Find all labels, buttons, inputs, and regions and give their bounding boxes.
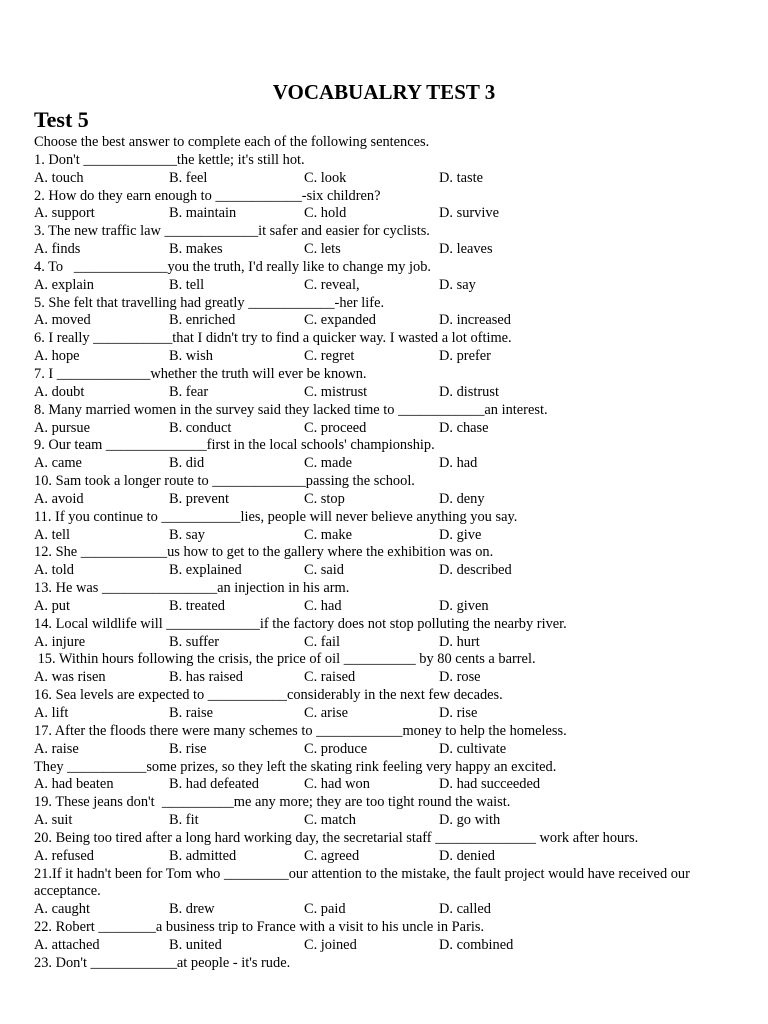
question-text: 7. I _____________whether the truth will ever be known.	[34, 365, 367, 382]
question-text: 13. He was ________________an injection in his arm.	[34, 580, 350, 597]
answer-option: D. leaves	[439, 241, 493, 258]
answer-option: A. pursue	[34, 419, 90, 436]
answer-options	[34, 669, 734, 687]
answer-option: B. united	[169, 936, 222, 953]
answer-option: B. raise	[169, 705, 213, 721]
answer-option: A. lift	[34, 705, 69, 721]
answer-option: D. prefer	[439, 348, 491, 365]
answer-option: A. attached	[34, 936, 100, 953]
answer-options	[34, 848, 734, 866]
answer-options	[34, 205, 734, 223]
answer-option: C. made	[304, 455, 352, 472]
document-title: VOCABUALRY TEST 3	[272, 80, 496, 104]
question-text: 3. The new traffic law _____________it safer and easier for cyclists.	[34, 223, 430, 240]
answer-option: A. raise	[34, 740, 79, 757]
answer-option: B. tell	[169, 276, 205, 293]
answer-option: D. cultivate	[439, 740, 507, 757]
answer-option: C. hold	[304, 205, 347, 222]
answer-option: C. make	[304, 526, 352, 543]
answer-option: D. give	[439, 526, 482, 543]
answer-option: A. injure	[34, 633, 86, 650]
answer-option: C. had won	[304, 776, 370, 793]
instruction: Choose the best answer to complete each of the following sentences.	[34, 134, 430, 150]
answer-option: A. tell	[34, 526, 70, 543]
answer-options	[34, 420, 734, 438]
answer-option: D. chase	[439, 419, 489, 436]
answer-options	[34, 348, 734, 366]
answer-option: C. produce	[304, 740, 368, 757]
answer-option: C. said	[304, 562, 344, 579]
answer-option: B. conduct	[169, 419, 232, 436]
answer-option: C. joined	[304, 936, 357, 953]
answer-option: C. had	[304, 597, 342, 614]
question-text: 11. If you continue to ___________lies, people will never believe anything you say.	[34, 508, 518, 525]
answer-option: B. say	[169, 526, 205, 543]
answer-option: B. suffer	[169, 633, 220, 650]
question-text: 5. She felt that travelling had greatly ____________-her life.	[34, 294, 385, 311]
answer-option: B. prevent	[169, 490, 229, 507]
answer-option: D. go with	[439, 812, 501, 829]
answer-option: B. did	[169, 455, 205, 472]
answer-options	[34, 812, 734, 830]
answer-option: D. had	[439, 455, 478, 472]
answer-option: A. was risen	[34, 669, 106, 686]
answer-option: D. described	[439, 562, 512, 579]
answer-options	[34, 741, 734, 759]
answer-option: D. increased	[439, 312, 511, 329]
answer-option: B. wish	[169, 348, 213, 365]
answer-option: C. reveal,	[304, 276, 360, 293]
answer-options	[34, 901, 734, 919]
answer-option: D. had succeeded	[439, 776, 541, 793]
answer-option: C. expanded	[304, 312, 376, 329]
answer-option: D. deny	[439, 490, 485, 507]
answer-options	[34, 562, 734, 580]
answer-option: C. look	[304, 169, 347, 186]
answer-option: A. caught	[34, 901, 90, 918]
answer-options	[34, 598, 734, 616]
question-text: 1. Don't _____________the kettle; it's still hot.	[34, 151, 305, 168]
question-text: 15. Within hours following the crisis, the price of oil __________ by 80 cents a barrel.	[34, 651, 536, 668]
question-text: 20. Being too tired after a long hard working day, the secretarial staff ______________ work after hours.	[34, 829, 639, 846]
answer-options	[34, 634, 734, 652]
answer-option: A. suit	[34, 812, 73, 829]
answer-option: D. hurt	[439, 633, 480, 650]
answer-option: D. say	[439, 276, 476, 293]
answer-option: C. proceed	[304, 419, 367, 436]
answer-option: A. put	[34, 597, 70, 614]
answer-option: B. fit	[169, 812, 199, 829]
answer-option: A. refused	[34, 847, 94, 864]
answer-option: A. touch	[34, 169, 84, 186]
answer-option: D. called	[439, 901, 491, 918]
answer-option: C. mistrust	[304, 383, 368, 400]
answer-option: B. treated	[169, 597, 225, 614]
answer-option: A. moved	[34, 312, 91, 329]
question-text: 16. Sea levels are expected to ___________considerably in the next few decades.	[34, 687, 503, 704]
answer-option: D. combined	[439, 936, 514, 953]
question-text: 22. Robert ________a business trip to France with a visit to his uncle in Paris.	[34, 919, 485, 936]
answer-option: B. maintain	[169, 205, 237, 222]
answer-option: C. stop	[304, 490, 345, 507]
answer-options	[34, 241, 734, 259]
answer-option: A. support	[34, 205, 95, 222]
answer-option: B. makes	[169, 241, 223, 258]
question-text: 9. Our team ______________first in the local schools' championship.	[34, 437, 435, 454]
answer-option: D. taste	[439, 169, 483, 186]
answer-option: C. paid	[304, 901, 346, 918]
answer-option: A. came	[34, 455, 82, 472]
answer-options	[34, 776, 734, 794]
answer-option: A. avoid	[34, 490, 84, 507]
answer-options	[34, 384, 734, 402]
answer-option: B. explained	[169, 562, 242, 579]
answer-option: C. arise	[304, 705, 348, 721]
question-text: 14. Local wildlife will _____________if the factory does not stop polluting the nearby river.	[34, 615, 567, 632]
answer-option: C. match	[304, 812, 356, 829]
answer-options	[34, 705, 734, 723]
answer-options	[34, 937, 734, 955]
answer-option: D. given	[439, 597, 489, 614]
answer-option: B. rise	[169, 740, 207, 757]
answer-option: D. rise	[439, 705, 478, 721]
answer-option: A. had beaten	[34, 776, 114, 793]
question-text: 17. After the floods there were many schemes to ____________money to help the homeless.	[34, 722, 567, 739]
question-text: 8. Many married women in the survey said they lacked time to ____________an interest.	[34, 401, 548, 418]
answer-options	[34, 491, 734, 509]
answer-option: B. has raised	[169, 669, 243, 686]
answer-option: A. explain	[34, 276, 94, 293]
question-text: 21.If it hadn't been for Tom who _________our attention to the mistake, the fault project would have received our acceptance.	[34, 865, 694, 900]
answer-option: A. finds	[34, 241, 81, 258]
answer-option: A. told	[34, 562, 74, 579]
answer-option: B. enriched	[169, 312, 236, 329]
answer-option: B. admitted	[169, 847, 237, 864]
answer-options	[34, 455, 734, 473]
test-heading: Test 5	[34, 107, 89, 132]
question-text: 23. Don't ____________at people - it's rude.	[34, 954, 291, 971]
answer-option: B. drew	[169, 901, 215, 918]
question-text: 10. Sam took a longer route to _____________passing the school.	[34, 473, 415, 490]
answer-option: C. fail	[304, 633, 340, 650]
answer-option: B. had defeated	[169, 776, 259, 793]
question-text: 19. These jeans don't __________me any more; they are too tight round the waist.	[34, 794, 511, 811]
question-list	[34, 134, 734, 973]
answer-option: D. survive	[439, 205, 499, 222]
answer-option: A. hope	[34, 348, 80, 365]
answer-option: C. regret	[304, 348, 355, 365]
question-text: They ___________some prizes, so they left the skating rink feeling very happy an excited.	[34, 758, 557, 775]
answer-options	[34, 277, 734, 295]
answer-option: B. fear	[169, 383, 209, 400]
answer-option: C. agreed	[304, 847, 360, 864]
answer-option: A. doubt	[34, 383, 85, 400]
answer-options	[34, 170, 734, 188]
answer-option: B. feel	[169, 169, 208, 186]
answer-options	[34, 527, 734, 545]
answer-option: C. lets	[304, 241, 341, 258]
question-text: 6. I really ___________that I didn't try to find a quicker way. I wasted a lot oftime.	[34, 330, 512, 347]
question-text: 12. She ____________us how to get to the gallery where the exhibition was on.	[34, 544, 494, 561]
answer-option: C. raised	[304, 669, 356, 686]
question-text: 4. To _____________you the truth, I'd really like to change my job.	[34, 258, 431, 275]
answer-options	[34, 312, 734, 330]
question-text: 2. How do they earn enough to ____________-six children?	[34, 187, 381, 204]
answer-option: D. distrust	[439, 383, 499, 400]
answer-option: D. rose	[439, 669, 481, 686]
answer-option: D. denied	[439, 847, 495, 864]
